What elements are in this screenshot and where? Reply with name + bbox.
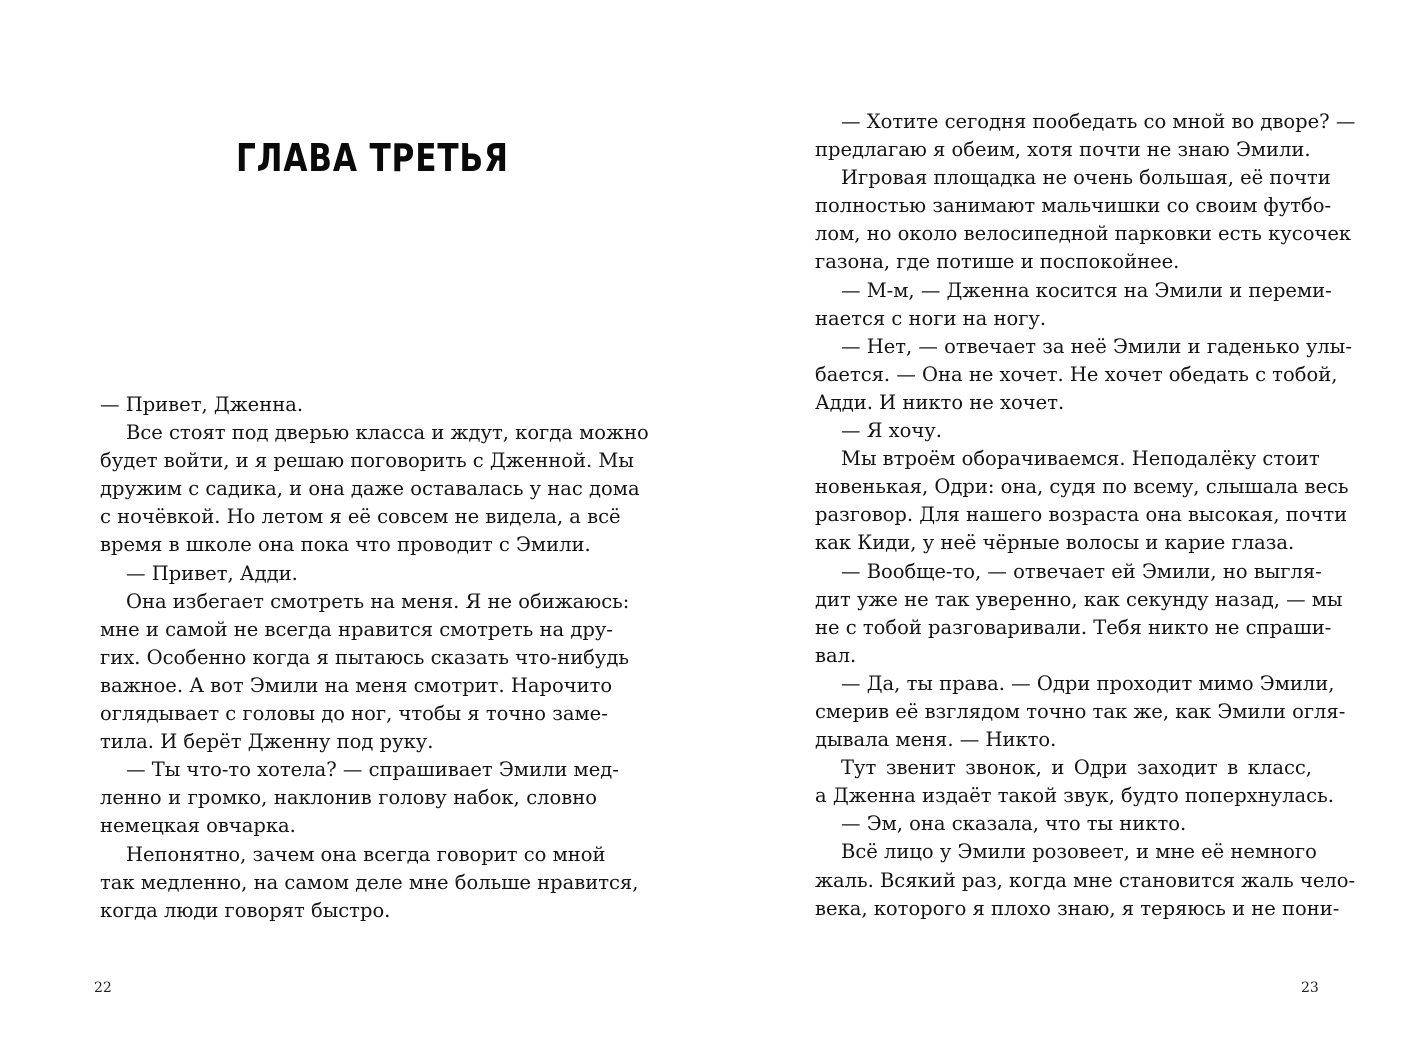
text-line: жаль. Всякий раз, когда мне становится жаль чело- bbox=[815, 868, 1356, 892]
text-line: так медленно, на самом деле мне больше нравится, bbox=[100, 870, 639, 894]
text-line: — Вообще-то, — отвечает ей Эмили, но выгля- bbox=[841, 559, 1322, 583]
text-line: Все стоят под дверью класса и ждут, когда можно bbox=[126, 421, 649, 445]
text-line: века, которого я плохо знаю, я теряюсь и не пони- bbox=[815, 896, 1340, 920]
text-line: мне и самой не всегда нравится смотреть на дру- bbox=[100, 617, 613, 641]
text-line: предлагаю я обеим, хотя почти не знаю Эмили. bbox=[815, 138, 1311, 162]
text-line: Всё лицо у Эмили розовеет, и мне её немного bbox=[841, 840, 1317, 864]
right-page bbox=[705, 0, 1410, 1050]
page-number-left: 22 bbox=[94, 980, 112, 996]
text-line: Адди. И никто не хочет. bbox=[815, 390, 1065, 414]
text-line: — Да, ты права. — Одри проходит мимо Эмили, bbox=[841, 671, 1335, 695]
text-line: лом, но около велосипедной парковки есть кусочек bbox=[815, 222, 1352, 246]
text-line: Мы втроём оборачиваемся. Неподалёку стоит bbox=[841, 447, 1320, 471]
text-line: а Дженна издаёт такой звук, будто поперхнулась. bbox=[815, 784, 1334, 808]
right-page-body bbox=[815, 108, 1356, 923]
text-line: полностью занимают мальчишки со своим футбо- bbox=[815, 194, 1332, 218]
chapter-title: ГЛАВА ТРЕТЬЯ bbox=[236, 136, 509, 180]
text-line: — Хотите сегодня пообедать со мной во дворе? — bbox=[841, 110, 1356, 133]
text-line: время в школе она пока что проводит с Эмили. bbox=[100, 533, 591, 557]
text-line: — Я хочу. bbox=[841, 419, 942, 443]
text-line: Тут звенит звонок, и Одри заходит в класс, bbox=[841, 756, 1312, 780]
text-line: газона, где потише и поспокойнее. bbox=[815, 250, 1180, 274]
text-line: гих. Особенно когда я пытаюсь сказать что-нибудь bbox=[100, 645, 630, 669]
text-line: — Эм, она сказала, что ты никто. bbox=[841, 812, 1187, 836]
text-line: — Привет, Адди. bbox=[126, 561, 298, 585]
text-line: Игровая площадка не очень большая, её почти bbox=[841, 166, 1331, 190]
text-line: будет войти, и я решаю поговорить с Дженной. Мы bbox=[100, 449, 634, 473]
page-number-right: 23 bbox=[1301, 980, 1319, 996]
text-line: нается с ноги на ногу. bbox=[815, 306, 1047, 330]
text-line: важное. А вот Эмили на меня смотрит. Нарочито bbox=[100, 673, 613, 697]
text-line: дывала меня. — Никто. bbox=[815, 728, 1057, 752]
text-line: немецкая овчарка. bbox=[100, 814, 296, 838]
text-line: бается. — Она не хочет. Не хочет обедать с тобой, bbox=[815, 362, 1338, 386]
text-line: дружим с садика, и она даже оставалась у нас дома bbox=[100, 477, 640, 501]
text-line: смерив её взглядом точно так же, как Эмили огля- bbox=[815, 699, 1346, 723]
text-line: с ночёвкой. Но летом я её совсем не видела, а всё bbox=[100, 505, 621, 529]
text-line: вал. bbox=[815, 643, 857, 667]
text-line: — Нет, — отвечает за неё Эмили и гаденько улы- bbox=[841, 334, 1352, 358]
left-page-body bbox=[100, 391, 649, 925]
text-line: оглядывает с головы до ног, чтобы я точно заме- bbox=[100, 702, 608, 726]
text-line: когда люди говорят быстро. bbox=[100, 898, 391, 922]
text-line: как Киди, у неё чёрные волосы и карие глаза. bbox=[815, 531, 1295, 555]
text-line: Она избегает смотреть на меня. Я не обижаюсь: bbox=[126, 589, 630, 613]
text-line: ленно и громко, наклонив голову набок, словно bbox=[100, 786, 597, 810]
text-line: разговор. Для нашего возраста она высокая, почти bbox=[815, 503, 1348, 527]
text-line: дит уже не так уверенно, как секунду назад, — мы bbox=[815, 587, 1343, 611]
text-line: новенькая, Одри: она, судя по всему, слышала весь bbox=[815, 475, 1349, 499]
text-line: — М-м, — Дженна косится на Эмили и переми- bbox=[841, 278, 1332, 302]
text-line: — Ты что-то хотела? — спрашивает Эмили мед- bbox=[126, 758, 619, 782]
text-line: — Привет, Дженна. bbox=[100, 393, 304, 416]
text-line: тила. И берёт Дженну под руку. bbox=[100, 730, 434, 754]
text-line: не с тобой разговаривали. Тебя никто не спраши- bbox=[815, 615, 1332, 639]
text-line: Непонятно, зачем она всегда говорит со мной bbox=[126, 842, 606, 866]
